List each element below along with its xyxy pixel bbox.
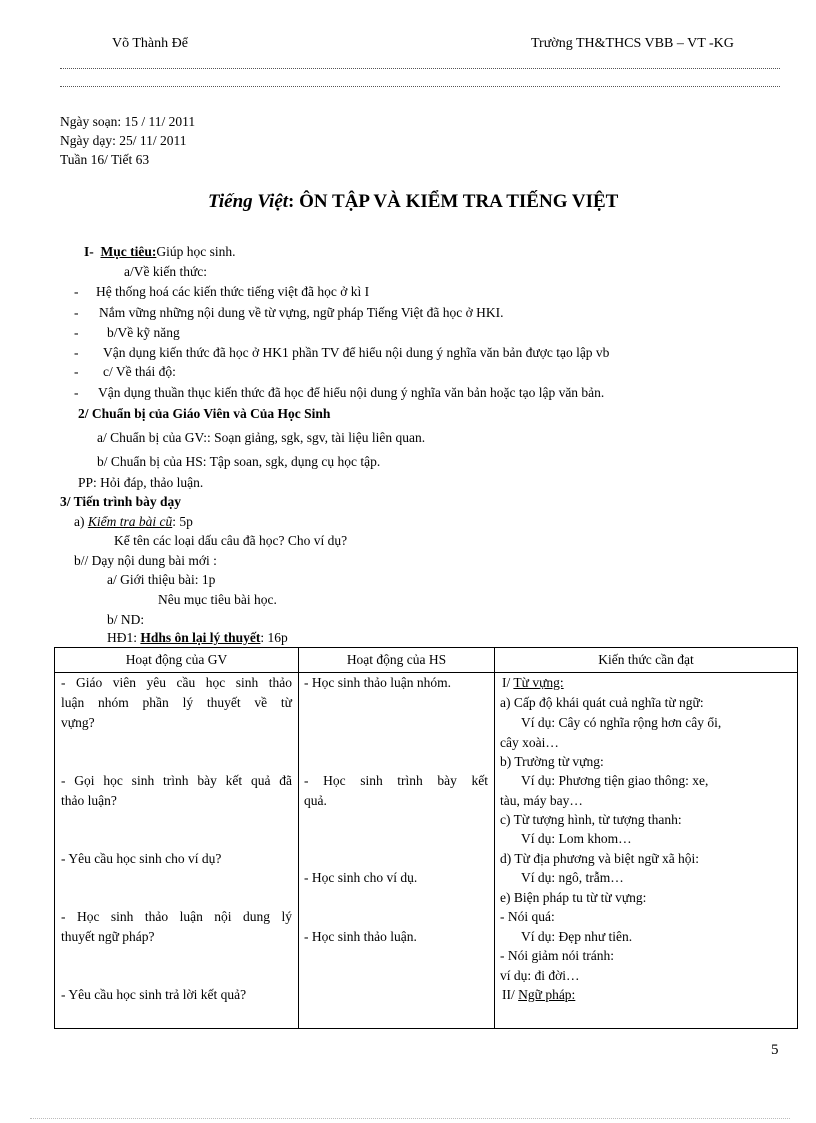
skill-1: Vận dụng kiến thức đã học ở HK1 phần TV để hiểu nội dung ý nghĩa văn bản được tạo lập vb <box>103 345 610 360</box>
gv-line: - Yêu cầu học sinh cho ví dụ? <box>61 851 222 866</box>
bullet: - <box>74 325 79 340</box>
old-lesson-prefix: a) <box>74 514 88 529</box>
week-lesson: Tuần 16/ Tiết 63 <box>60 152 150 167</box>
page-title <box>208 191 618 213</box>
bullet: - <box>74 305 79 320</box>
activity-1-label: Hdhs ôn lại lý thuyết <box>140 630 261 645</box>
title-main: ÔN TẬP VÀ KIỂM TRA TIẾNG VIỆT <box>294 191 619 212</box>
intro-text: Nêu mục tiêu bài học. <box>158 592 277 607</box>
hs-line: - Học sinh cho ví dụ. <box>304 870 418 885</box>
attitude-1: Vận dụng thuần thục kiến thức đã học để hiểu nội dung ý nghĩa văn bản hoặc tạo lập văn bản. <box>98 385 605 400</box>
objectives-line <box>84 244 235 260</box>
preparation-pp: PP: Hỏi đáp, thảo luận. <box>78 475 204 490</box>
vocab-head <box>502 675 564 691</box>
hs-cell <box>299 673 495 1029</box>
title-subject: Tiếng Việt <box>208 191 289 212</box>
table-row <box>55 673 798 1029</box>
old-lesson-question: Kể tên các loại dấu câu đã học? Cho ví dụ? <box>114 533 348 548</box>
objectives-text: Giúp học sinh. <box>156 244 236 259</box>
kt-line: Ví dụ: Lom khom… <box>521 831 632 846</box>
bullet: - <box>74 284 79 299</box>
preparation-head: 2/ Chuẩn bị của Giáo Viên và Của Học Sinh <box>78 406 331 421</box>
new-lesson-head: b// Dạy nội dung bài mới : <box>74 553 217 568</box>
gv-line: - Gọi học sinh trình bày kết quả đã <box>61 773 292 788</box>
table-header-row <box>55 648 798 673</box>
col-header-gv: Hoạt động của GV <box>55 648 299 673</box>
process-head: 3/ Tiến trình bày dạy <box>60 494 182 509</box>
grammar-label: Ngữ pháp: <box>518 987 576 1002</box>
kt-line: e) Biện pháp tu từ từ vựng: <box>500 890 647 905</box>
header-author: Võ Thành Để <box>112 36 188 51</box>
old-lesson-label: Kiểm tra bài cũ <box>87 514 173 529</box>
objectives-label: Mục tiêu: <box>100 244 157 259</box>
hs-line: - Học sinh thảo luận nhóm. <box>304 675 451 690</box>
objectives-num: I- <box>84 244 94 259</box>
gv-line: - Giáo viên yêu cầu học sinh thảo <box>61 675 292 690</box>
bullet: - <box>74 345 79 360</box>
lesson-table <box>54 647 798 1029</box>
hs-line: - Học sinh trình bày kết <box>304 773 488 788</box>
grammar-num: II/ <box>502 987 519 1002</box>
knowledge-head: a/Về kiến thức: <box>124 264 208 279</box>
kt-line: - Nói quá: <box>500 909 555 924</box>
kt-line: d) Từ địa phương và biệt ngữ xã hội: <box>500 851 700 866</box>
kt-line: Ví dụ: Cây có nghĩa rộng hơn cây ổi, <box>521 715 722 730</box>
header-divider <box>60 68 780 69</box>
gv-line: luận nhóm phần lý thuyết về từ <box>61 695 292 710</box>
knowledge-1: Hệ thống hoá các kiến thức tiếng việt đã học ở kì I <box>96 284 370 299</box>
kt-line: a) Cấp độ khái quát cuả nghĩa từ ngữ: <box>500 695 704 710</box>
content-label: b/ ND: <box>107 612 145 627</box>
kt-line: tàu, máy bay… <box>500 793 583 808</box>
title-sep: : <box>288 191 295 212</box>
gv-line: - Yêu cầu học sinh trả lời kết quả? <box>61 987 247 1002</box>
gv-line: thảo luận? <box>61 793 117 808</box>
col-header-hs: Hoạt động của HS <box>299 648 495 673</box>
hs-line: - Học sinh thảo luận. <box>304 929 417 944</box>
hs-line: quả. <box>304 793 327 808</box>
kt-line: Ví dụ: Đẹp như tiên. <box>521 929 633 944</box>
grammar-head <box>502 987 575 1003</box>
intro-line: a/ Giới thiệu bài: 1p <box>107 572 216 587</box>
activity-1-time: : 16p <box>260 630 288 645</box>
knowledge-2: Nắm vững những nội dung về từ vựng, ngữ pháp Tiếng Việt đã học ở HKI. <box>99 305 504 320</box>
kt-line: c) Từ tượng hình, từ tượng thanh: <box>500 812 682 827</box>
vocab-num: I/ <box>502 675 514 690</box>
old-lesson-check <box>74 514 193 530</box>
preparation-gv: a/ Chuẩn bị của GV:: Soạn giảng, sgk, sgv, tài liệu liên quan. <box>97 430 426 445</box>
attitude-head: c/ Về thái độ: <box>103 364 176 379</box>
header-school: Trường TH&THCS VBB – VT -KG <box>531 36 734 51</box>
kt-line: b) Trường từ vựng: <box>500 754 604 769</box>
bullet: - <box>74 364 79 379</box>
kt-line: - Nói giảm nói tránh: <box>500 948 614 963</box>
gv-line: - Học sinh thảo luận nội dung lý <box>61 909 292 924</box>
footer-divider <box>30 1118 790 1119</box>
kt-line: Ví dụ: ngô, trẫm… <box>521 870 624 885</box>
activity-1-prefix: HĐ1: <box>107 630 141 645</box>
kt-line: cây xoài… <box>500 735 559 750</box>
preparation-hs: b/ Chuẩn bị của HS: Tập soan, sgk, dụng cụ học tập. <box>97 454 381 469</box>
vocab-label: Từ vựng: <box>513 675 564 690</box>
skill-head: b/Về kỹ năng <box>107 325 180 340</box>
teach-date: Ngày dạy: 25/ 11/ 2011 <box>60 133 187 148</box>
gv-line: vựng? <box>61 715 95 730</box>
kt-line: ví dụ: đi đời… <box>500 968 580 983</box>
col-header-kt: Kiến thức cần đạt <box>495 648 798 673</box>
kt-line: Ví dụ: Phương tiện giao thông: xe, <box>521 773 709 788</box>
gv-cell <box>55 673 299 1029</box>
activity-1 <box>107 630 288 646</box>
header-divider-2 <box>60 86 780 87</box>
page-number: 5 <box>771 1042 779 1058</box>
gv-line: thuyết ngữ pháp? <box>61 929 155 944</box>
bullet: - <box>74 385 79 400</box>
old-lesson-time: : 5p <box>172 514 193 529</box>
kt-cell <box>495 673 798 1029</box>
prep-date: Ngày soạn: 15 / 11/ 2011 <box>60 114 196 129</box>
